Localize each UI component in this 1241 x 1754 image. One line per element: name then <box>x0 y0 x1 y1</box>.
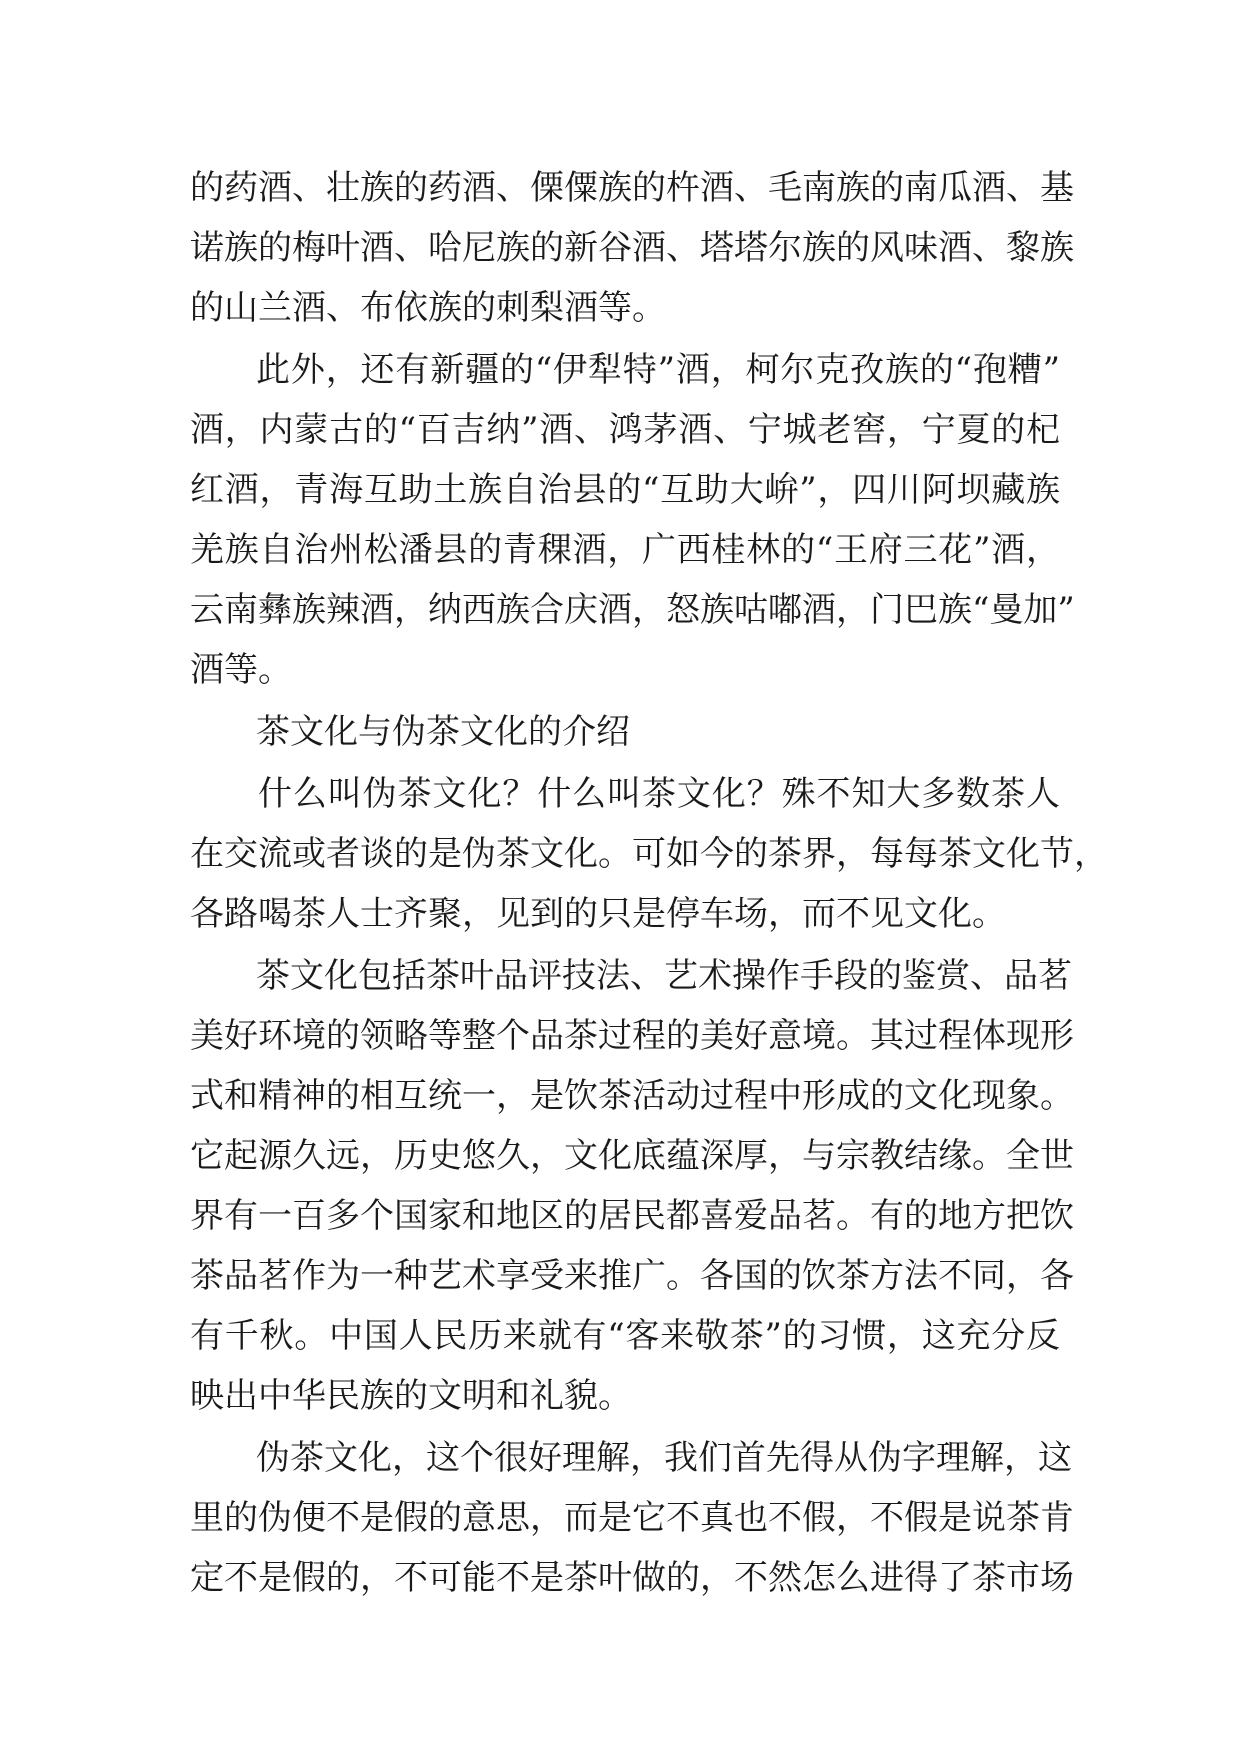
paragraph-first-line: 此外，还有新疆的“伊犁特”酒，柯尔克孜族的“孢糟” <box>256 350 1060 390</box>
text-line: 云南彝族辣酒，纳西族合庆酒，怒族咕嘟酒，门巴族“曼加” <box>190 590 1075 630</box>
text-line: 的药酒、壮族的药酒、傈僳族的杵酒、毛南族的南瓜酒、基 <box>190 168 1074 208</box>
text-line: 有千秋。中国人民历来就有“客来敬茶”的习惯，这充分反 <box>190 1316 1060 1356</box>
text-line: 界有一百多个国家和地区的居民都喜爱品茗。有的地方把饮 <box>190 1196 1074 1236</box>
text-line: 各路喝茶人士齐聚，见到的只是停车场，而不见文化。 <box>190 894 1006 934</box>
text-line: 茶品茗作为一种艺术享受来推广。各国的饮茶方法不同，各 <box>190 1256 1074 1296</box>
paragraph-first-line: 什么叫伪茶文化？什么叫茶文化？殊不知大多数茶人 <box>258 774 1060 814</box>
text-line: 美好环境的领略等整个品茶过程的美好意境。其过程体现形 <box>190 1016 1074 1056</box>
paragraph-first-line: 伪茶文化，这个很好理解，我们首先得从伪字理解，这 <box>256 1438 1072 1478</box>
text-line: 在交流或者谈的是伪茶文化。可如今的茶界，每每茶文化节， <box>190 834 1108 874</box>
text-line: 羌族自治州松潘县的青稞酒，广西桂林的“王府三花”酒， <box>190 530 1060 570</box>
text-line: 映出中华民族的文明和礼貌。 <box>190 1376 632 1416</box>
text-line: 定不是假的，不可能不是茶叶做的，不然怎么进得了茶市场 <box>190 1558 1074 1598</box>
text-line: 它起源久远，历史悠久，文化底蕴深厚，与宗教结缘。全世 <box>190 1136 1074 1176</box>
text-line: 式和精神的相互统一，是饮茶活动过程中形成的文化现象。 <box>190 1076 1074 1116</box>
text-line: 酒，内蒙古的“百吉纳”酒、鸿茅酒、宁城老窖，宁夏的杞 <box>190 410 1060 450</box>
text-line: 红酒，青海互助土族自治县的“互助大峅”，四川阿坝藏族 <box>190 470 1060 510</box>
text-line: 的山兰酒、布依族的刺梨酒等。 <box>190 288 666 328</box>
paragraph-first-line: 茶文化包括茶叶品评技法、艺术操作手段的鉴赏、品茗 <box>256 956 1072 996</box>
text-line: 酒等。 <box>190 650 292 690</box>
text-line: 里的伪便不是假的意思，而是它不真也不假，不假是说茶肯 <box>190 1498 1074 1538</box>
text-line: 诺族的梅叶酒、哈尼族的新谷酒、塔塔尔族的风味酒、黎族 <box>190 228 1074 268</box>
section-heading: 茶文化与伪茶文化的介绍 <box>256 712 630 752</box>
